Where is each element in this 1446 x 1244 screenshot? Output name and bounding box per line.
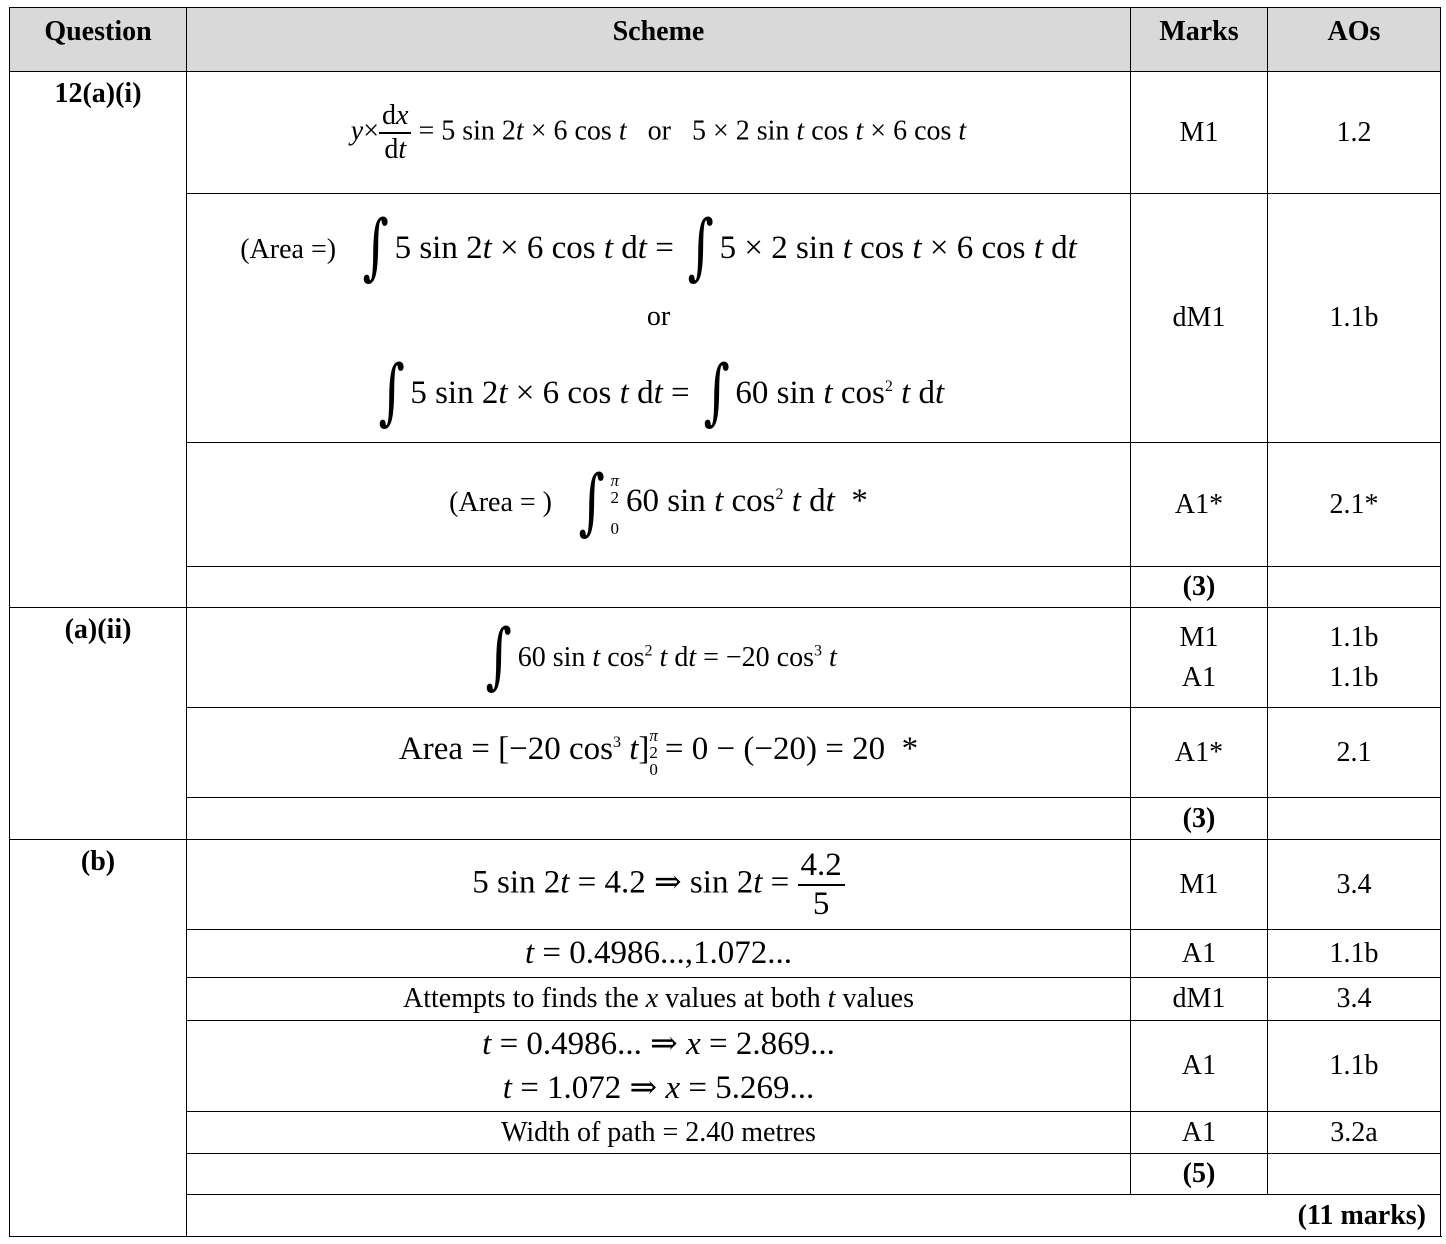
scheme-cell xyxy=(187,567,1131,608)
table-row xyxy=(10,1154,1441,1195)
mark-line: A1 xyxy=(1181,661,1217,693)
header-scheme: Scheme xyxy=(187,8,1131,72)
ao-cell: 3.2a xyxy=(1268,1112,1441,1154)
part-label-b: (b) xyxy=(10,840,187,1237)
scheme-cell: t = 0.4986... ⇒ x = 2.869... t = 1.072 ⇒ x = 5.269... xyxy=(187,1021,1131,1112)
scheme-cell xyxy=(187,1154,1131,1195)
table-row xyxy=(10,708,1441,798)
ao-cell xyxy=(1268,608,1441,708)
area-label: (Area = ) xyxy=(449,486,552,518)
table-row xyxy=(10,930,1441,978)
header-marks: Marks xyxy=(1131,8,1268,72)
scheme-cell: ∫ 60 sin t $\cos^2 t$ dt = −20 $\cos^3 t$ xyxy=(187,608,1131,708)
mark-cell: M1 xyxy=(1131,840,1268,930)
area-label: (Area =) xyxy=(240,234,337,265)
scheme-cell: Area = [−20 $\cos^3 t$] π 2 0 = 0 − (−20) = 20 * xyxy=(187,708,1131,798)
scheme-cell: 5 sin 2t = 4.2 ⇒ sin 2t = $\frac{4.2}{5}$ xyxy=(187,840,1131,930)
mark-cell: A1 xyxy=(1131,1021,1268,1112)
header-aos: AOs xyxy=(1268,8,1441,72)
ao-cell: 3.4 xyxy=(1268,840,1441,930)
ao-cell: 1.1b xyxy=(1268,930,1441,978)
or-word: or xyxy=(646,301,671,332)
subtotal-cell: (3) xyxy=(1131,567,1268,608)
mark-cell: A1 xyxy=(1131,930,1268,978)
mark-cell: M1 xyxy=(1131,72,1268,194)
ao-cell: 1.1b xyxy=(1268,194,1441,443)
table-row xyxy=(10,978,1441,1021)
ao-cell xyxy=(1268,1154,1441,1195)
scheme-cell: Width of path = 2.40 metres xyxy=(187,1112,1131,1154)
table-row xyxy=(10,443,1441,567)
scheme-cell xyxy=(187,798,1131,840)
scheme-cell: (Area =) ∫ 5 sin 2t × 6 cos t dt = ∫ 5 × 2 sin t cos t × 6 cos t dt or ∫ 5 sin 2t × 6 cos t dt = ∫ 60 sin t $\cos^2 t$ dt xyxy=(187,194,1131,443)
mark-cell: dM1 xyxy=(1131,194,1268,443)
table-row xyxy=(10,1021,1441,1112)
ao-cell: 3.4 xyxy=(1268,978,1441,1021)
mark-cell: A1 xyxy=(1131,1112,1268,1154)
table-row xyxy=(10,72,1441,194)
ao-line: 1.1b xyxy=(1329,661,1379,693)
ao-cell xyxy=(1268,567,1441,608)
ao-cell: 1.2 xyxy=(1268,72,1441,194)
header-row xyxy=(10,8,1441,72)
ao-cell: 2.1 xyxy=(1268,708,1441,798)
mark-cell: A1* xyxy=(1131,443,1268,567)
table-row xyxy=(10,1112,1441,1154)
scheme-cell: (Area = ) ∫ π 2 0 60 sin t $\cos^2 t$ dt * xyxy=(187,443,1131,567)
scheme-cell: t = 0.4986...,1.072... xyxy=(187,930,1131,978)
scheme-cell: y× $\frac{dx}{dt}$ = 5 sin 2t × 6 cos t or 5 × 2 sin t cos t × 6 cos t xyxy=(187,72,1131,194)
mark-line: M1 xyxy=(1179,621,1219,653)
ao-line: 1.1b xyxy=(1329,621,1379,653)
mark-cell xyxy=(1131,608,1268,708)
total-marks: (11 marks) xyxy=(187,1195,1441,1237)
table-row xyxy=(10,798,1441,840)
mark-scheme-table xyxy=(9,7,1441,1237)
mark-cell: A1* xyxy=(1131,708,1268,798)
ao-cell: 2.1* xyxy=(1268,443,1441,567)
part-label-a-i: 12(a)(i) xyxy=(10,72,187,608)
total-row xyxy=(10,1195,1441,1237)
table-row xyxy=(10,608,1441,708)
part-label-a-ii: (a)(ii) xyxy=(10,608,187,840)
subtotal-cell: (5) xyxy=(1131,1154,1268,1195)
area-label: Area = xyxy=(398,730,490,767)
scheme-cell: Attempts to finds the x values at both t values xyxy=(187,978,1131,1021)
subtotal-cell: (3) xyxy=(1131,798,1268,840)
table-row xyxy=(10,567,1441,608)
table-row xyxy=(10,840,1441,930)
ao-cell: 1.1b xyxy=(1268,1021,1441,1112)
ao-cell xyxy=(1268,798,1441,840)
or-word: or xyxy=(647,114,671,146)
mark-cell: dM1 xyxy=(1131,978,1268,1021)
table-row xyxy=(10,194,1441,443)
header-question: Question xyxy=(10,8,187,72)
